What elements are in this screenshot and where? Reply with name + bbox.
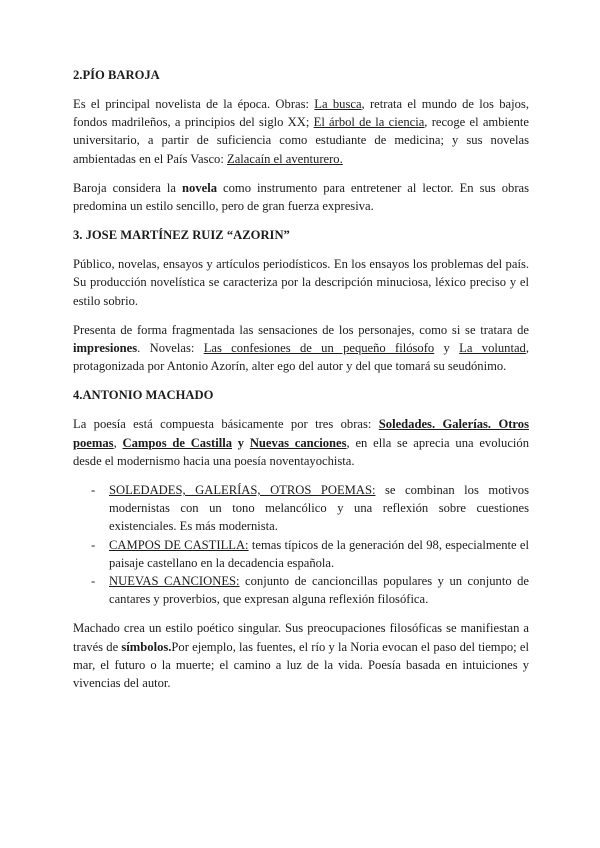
list-item-text: temas típicos de la generación del 98, especialmente el paisaje castellano en la decadencia española. (109, 537, 529, 570)
list-item (73, 536, 529, 572)
list-item-text: conjunto de cancioncillas populares y un conjunto de cantares y proverbios, que expresan alguna reflexión filosófica. (109, 574, 530, 607)
list-item (73, 572, 529, 608)
text-span: , retrata el mundo de los bajos, fondos madrileños, a principios del siglo XX; (73, 97, 529, 130)
text-span: Machado crea un estilo poético singular. Sus preocupaciones filosóficas se manifiestan a través de (73, 621, 529, 654)
text-span: Por ejemplo, las fuentes, el río y la Noria evocan el paso del tiempo; el mar, el futuro o la muerte; el camino a luz de la vida. Poesía basada en intuiciones y vivencias del autor. (73, 639, 529, 691)
list-item-title: CAMPOS DE CASTILLA: (109, 537, 249, 552)
text-span: , protagonizada por Antonio Azorín, alter ego del autor y del que tomará su seudónimo. (73, 341, 529, 374)
list-item-title: NUEVAS CANCIONES: (109, 574, 240, 589)
text-span: Baroja considera la (73, 180, 183, 195)
work-title-la-busca: La busca (314, 97, 362, 111)
bold-term-impresiones: impresiones (73, 341, 138, 356)
text-span: y (232, 435, 250, 450)
dash-bullet: - (91, 483, 96, 498)
heading-azorin: 3. JOSE MARTÍNEZ RUIZ “AZORIN” (73, 228, 290, 243)
baroja-paragraph-2 (73, 179, 529, 215)
list-item (73, 481, 529, 536)
text-span: , recoge el ambiente universitario, a partir de suficiencia como estudiante de medicina; y sus novelas ambientadas en el País Vasco: (73, 115, 529, 166)
text-span: como instrumento para entretener al lector. En sus obras predomina un estilo sencillo, pero de gran fuerza expresiva. (73, 180, 529, 214)
list-item-title: SOLEDADES, GALERÍAS, OTROS POEMAS: (109, 483, 376, 498)
text-span: y (434, 341, 460, 356)
text-span: , (113, 435, 123, 450)
text-span: Presenta de forma fragmentada las sensaciones de los personajes, como si se tratara de (73, 322, 529, 337)
document-page (73, 66, 529, 703)
work-title-el-arbol-de-la-ciencia: El árbol de la ciencia (313, 115, 425, 130)
bold-term-simbolos: símbolos. (121, 639, 172, 654)
heading-antonio-machado: 4.ANTONIO MACHADO (73, 388, 214, 403)
work-title-zalacain: Zalacaín el aventurero. (227, 151, 343, 166)
work-title-campos-de-castilla: Campos de Castilla (122, 435, 232, 450)
azorin-paragraph-2 (73, 321, 529, 376)
work-title-la-voluntad: La voluntad (459, 341, 526, 356)
machado-intro (73, 415, 529, 470)
azorin-paragraph-1: Público, novelas, ensayos y artículos periodísticos. En los ensayos los problemas del país. Su producción novelística se caracteriza por la descripción minuciosa, léxico preciso y el estilo sobrio. (73, 257, 529, 308)
baroja-paragraph-1 (73, 95, 529, 168)
text-span: . Novelas: (137, 341, 204, 356)
work-title-nuevas-canciones: Nuevas canciones (249, 435, 347, 450)
dash-bullet: - (91, 574, 96, 589)
dash-bullet: - (91, 537, 96, 552)
text-span: Es el principal novelista de la época. Obras: (73, 97, 315, 111)
work-title-las-confesiones: Las confesiones de un pequeño filósofo (203, 341, 435, 356)
machado-works-list (73, 481, 529, 608)
machado-closing (73, 619, 529, 692)
heading-pio-baroja: 2.PÍO BAROJA (73, 68, 160, 82)
bold-term-novela: novela (182, 180, 217, 195)
text-span: , en ella se aprecia una evolución desde el modernismo hacia una poesía noventayochista. (73, 435, 530, 468)
text-span: La poesía está compuesta básicamente por tres obras: (73, 417, 379, 432)
work-title-soledades: Soledades. Galerías. Otros poemas (73, 417, 529, 450)
list-item-text: se combinan los motivos modernistas con un tono melancólico y una reflexión sobre cuestiones existenciales. Es más modernista. (109, 483, 529, 534)
